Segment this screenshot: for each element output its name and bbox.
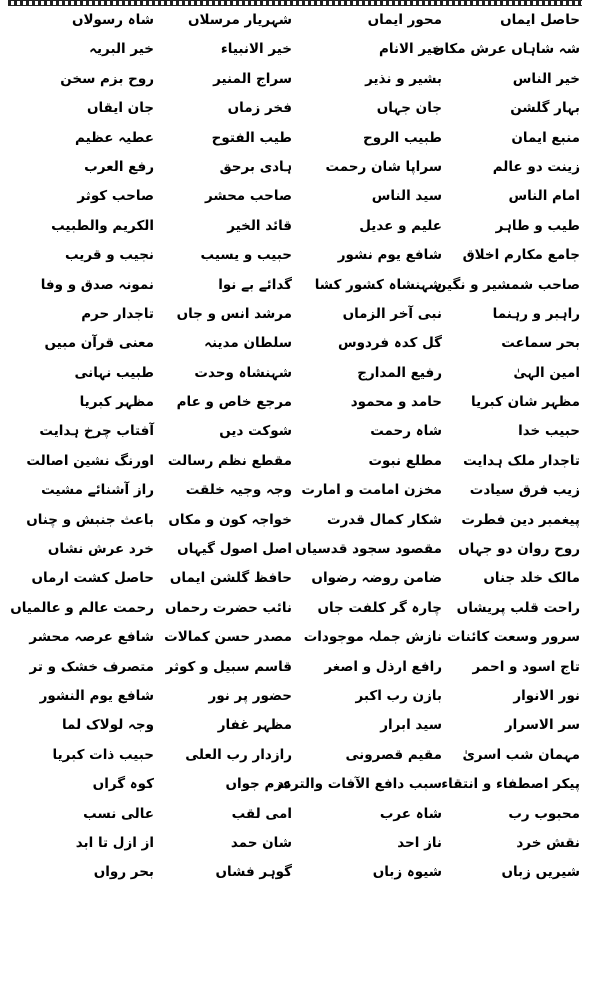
name-cell: طیب الفتوح bbox=[211, 129, 292, 146]
name-cell: شکار کمال قدرت bbox=[326, 511, 442, 528]
name-cell: گوہر فشاں bbox=[215, 864, 292, 881]
name-cell: شاہ رحمت bbox=[370, 423, 442, 440]
name-cell: معنی قرآن مبیں bbox=[44, 335, 154, 352]
name-cell: شان حمد bbox=[230, 834, 292, 851]
name-cell: مصدر حسن کمالات bbox=[164, 629, 292, 646]
name-cell: زینت دو عالم bbox=[492, 158, 580, 175]
name-cell: مطلع نبوت bbox=[368, 452, 442, 469]
name-cell: فخر زماں bbox=[227, 100, 292, 117]
name-cell: زیب فرق سیادت bbox=[469, 482, 580, 499]
name-cell: خیر الانبیاء bbox=[220, 41, 292, 58]
name-cell: منبع ایمان bbox=[511, 129, 580, 146]
name-cell: حاصل ایماں bbox=[500, 12, 580, 28]
name-cell: گل کدہ فردوس bbox=[337, 335, 442, 352]
name-cell: سلطان مدینہ bbox=[204, 335, 292, 352]
name-cell: حبیب و یسیب bbox=[200, 247, 292, 264]
name-cell: امی لقب bbox=[231, 805, 292, 822]
name-cell: طبیب الروح bbox=[363, 129, 442, 146]
name-cell: امام الناس bbox=[508, 188, 580, 205]
name-cell: شہنشاہ وحدت bbox=[194, 364, 292, 381]
name-cell: سراج المنیر bbox=[213, 70, 292, 87]
name-cell: از ازل تا ابد bbox=[75, 834, 154, 851]
name-cell: حافظ گلشن ایماں bbox=[169, 570, 292, 587]
name-cell: سید ابرار bbox=[380, 717, 442, 734]
name-cell: بحر رواں bbox=[93, 864, 154, 881]
name-cell: خواجہ کون و مکاں bbox=[168, 511, 292, 528]
name-cell: حبیب خدا bbox=[518, 423, 580, 440]
name-cell: چارہ گر کلفت جاں bbox=[317, 599, 442, 616]
name-cell: مرجع خاص و عام bbox=[176, 394, 292, 411]
name-cell: مقطع نظم رسالت bbox=[167, 452, 292, 469]
name-cell: شہ شاہاں عرش مکاں bbox=[432, 41, 580, 58]
name-cell: نقش خرد bbox=[516, 834, 580, 851]
name-cell: جان ایقاں bbox=[86, 100, 154, 117]
name-cell: بحر سماعت bbox=[501, 335, 580, 352]
name-cell: شافع یوم النشور bbox=[39, 687, 154, 704]
name-cell: قاسم سبیل و کوثر bbox=[165, 658, 292, 675]
name-cell: عالی نسب bbox=[83, 805, 154, 822]
name-cell: روح بزم سخن bbox=[60, 70, 154, 87]
name-cell: عطیہ عظیم bbox=[75, 129, 154, 146]
name-cell: پیغمبر دین فطرت bbox=[461, 511, 580, 528]
name-cell: بہار گلشن bbox=[510, 100, 580, 117]
name-cell: شافع عرصہ محشر bbox=[29, 629, 154, 646]
name-cell: شاہ رسولاں bbox=[71, 12, 154, 28]
name-cell: متصرف خشک و تر bbox=[29, 658, 154, 675]
name-cell: مخزن امامت و امارت bbox=[301, 482, 442, 499]
name-cell: رفع العرب bbox=[84, 158, 154, 175]
name-cell: راز آشنائے مشیت bbox=[41, 482, 154, 499]
name-cell: علیم و عدیل bbox=[359, 217, 442, 234]
name-cell: نور الانوار bbox=[513, 687, 580, 704]
name-cell: خیر البریہ bbox=[89, 41, 154, 58]
name-cell: سر الاسرار bbox=[504, 717, 580, 734]
name-cell: حامد و محمود bbox=[350, 394, 442, 411]
name-cell: حبیب ذات کبریا bbox=[52, 746, 154, 763]
name-cell: جان جہاں bbox=[376, 100, 442, 117]
name-cell: اصل اصول گیہاں bbox=[177, 541, 292, 558]
name-cell: مہمان شب اسریٰ bbox=[462, 746, 580, 763]
name-cell: سبب دافع الآفات والتردد bbox=[277, 776, 442, 793]
name-cell: صاحب محشر bbox=[204, 188, 292, 205]
name-cell: راہبر و رہنما bbox=[492, 305, 580, 322]
name-cell: کوہ گراں bbox=[92, 776, 154, 793]
name-cell: بازن رب اکبر bbox=[355, 687, 442, 704]
name-cell: شہنشاہ کشور کشا bbox=[314, 276, 442, 293]
name-cell: گدائے بے نوا bbox=[218, 276, 292, 293]
name-cell: شوکت دیں bbox=[219, 423, 292, 440]
name-cell: تاج اسود و احمر bbox=[472, 658, 580, 675]
name-cell: اورنگ نشین اصالت bbox=[26, 452, 154, 469]
name-cell: صاحب کوثر bbox=[77, 188, 154, 205]
name-cell: امین الہیٰ bbox=[513, 364, 580, 381]
name-cell: راحت قلب پریشاں bbox=[456, 599, 580, 616]
name-cell: خرد عرش نشاں bbox=[47, 541, 154, 558]
name-cell: مظہر کبریا bbox=[79, 394, 154, 411]
name-cell: رافع ارذل و اصغر bbox=[324, 658, 442, 675]
name-cell: بشیر و نذیر bbox=[365, 70, 442, 87]
name-cell: سید الناس bbox=[371, 188, 442, 205]
name-cell: مرشد انس و جاں bbox=[176, 305, 292, 322]
name-cell: تاجدار ملک ہدایت bbox=[463, 452, 580, 469]
name-cell: قائد الخیر bbox=[227, 217, 292, 234]
name-cell: نجیب و قریب bbox=[65, 247, 154, 264]
name-cell: محبوب رب bbox=[508, 805, 580, 822]
name-cell: ہادی برحق bbox=[219, 158, 292, 175]
name-cell: وجہ لولاک لما bbox=[61, 717, 154, 734]
name-cell: مالک خلد جناں bbox=[483, 570, 580, 587]
name-cell: مظہر شان کبریا bbox=[471, 394, 580, 411]
name-cell: صاحب شمشیر و نگیں bbox=[434, 276, 580, 293]
names-grid bbox=[6, 6, 584, 888]
name-cell: خیر الناس bbox=[512, 70, 580, 87]
name-cell: خیر الانام bbox=[378, 41, 442, 58]
name-cell: مقیم قصرونی bbox=[345, 746, 442, 763]
name-cell: پیکر اصطفاء و انتقاء bbox=[441, 776, 580, 793]
name-cell: روح روان دو جہاں bbox=[458, 541, 580, 558]
name-cell: تاجدار حرم bbox=[81, 305, 154, 322]
name-cell: طیب و طاہر bbox=[495, 217, 580, 234]
name-cell: طبیب نہانی bbox=[74, 364, 154, 381]
name-cell: مقصود سجود قدسیاں bbox=[295, 541, 442, 558]
name-cell: مظہر غفار bbox=[217, 717, 292, 734]
name-cell: نازش جملہ موجودات bbox=[303, 629, 442, 646]
name-cell: شاہ عرب bbox=[379, 805, 442, 822]
name-cell: رازدار رب العلی bbox=[185, 746, 292, 763]
name-cell: آفتاب چرخ ہدایت bbox=[39, 423, 154, 440]
name-cell: نائب حضرت رحماں bbox=[164, 599, 292, 616]
name-cell: محور ایماں bbox=[367, 12, 442, 28]
name-cell: نمونہ صدق و وفا bbox=[40, 276, 154, 293]
name-cell: شیوہ زباں bbox=[372, 864, 442, 881]
name-cell: رحمت عالم و عالمیاں bbox=[10, 599, 154, 616]
name-cell: رفیع المدارج bbox=[357, 364, 442, 381]
name-cell: سراپا شان رحمت bbox=[325, 158, 442, 175]
name-cell: الکریم والطبیب bbox=[51, 217, 154, 234]
name-cell: حضور پر نور bbox=[208, 687, 292, 704]
name-cell: نبی آخر الزماں bbox=[342, 305, 442, 322]
name-cell: باعث جنبش و چناں bbox=[26, 511, 154, 528]
name-cell: ناز احد bbox=[397, 834, 442, 851]
name-cell: جامع مکارم اخلاق bbox=[462, 247, 580, 264]
name-cell: سرور وسعت کائنات bbox=[447, 629, 580, 646]
name-cell: شافع یوم نشور bbox=[337, 247, 442, 264]
name-cell: عزم جواں bbox=[225, 776, 292, 793]
name-cell: حاصل کشت ارماں bbox=[31, 570, 154, 587]
name-cell: شیریں زباں bbox=[501, 864, 580, 881]
name-cell: ضامن روضہ رضواں bbox=[311, 570, 442, 587]
name-cell: شہریار مرسلاں bbox=[188, 12, 292, 28]
name-cell: وجہ وجیہ خلقت bbox=[185, 482, 292, 499]
